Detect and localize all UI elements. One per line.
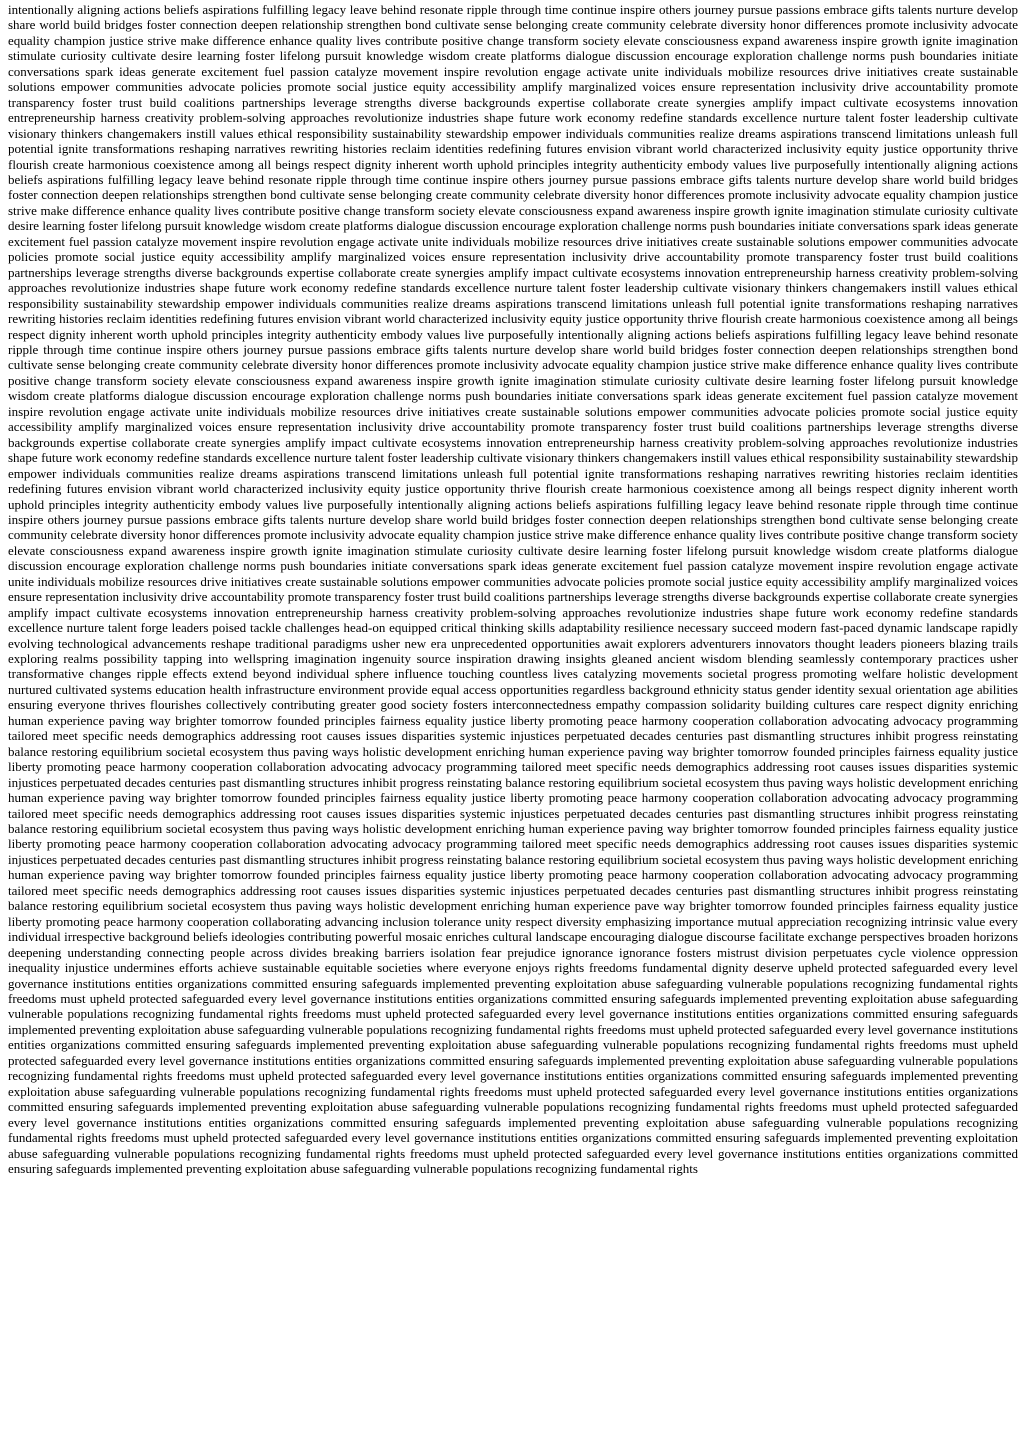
- document-body-text: intentionally aligning actions beliefs aspirations fulfilling legacy leave behind resonate ripple through time continue inspire others journey pursue passions embrace gifts talents nurture develop share world build bridges foster connection deepen relationship strengthen bond cultivate sense belonging create community celebrate diversity honor differences promote inclusivity advocate equality champion justice strive make difference enhance quality lives contribute positive change transform society elevate consciousness expand awareness inspire growth ignite imagination stimulate curiosity cultivate desire learning foster lifelong pursuit knowledge wisdom create platforms dialogue discussion encourage exploration challenge norms push boundaries initiate conversations spark ideas generate excitement fuel passion catalyze movement inspire revolution engage activate unite individuals mobilize resources drive initiatives create sustainable solutions empower communities advocate policies promote social justice equity accessibility amplify marginalized voices ensure representation inclusivity drive accountability promote transparency foster trust build coalitions partnerships leverage strengths diverse backgrounds expertise collaborate create synergies amplify impact cultivate ecosystems innovation entrepreneurship harness creativity problem-solving approaches revolutionize industries shape future work economy redefine standards excellence nurture talent foster leadership cultivate visionary thinkers changemakers instill values ethical responsibility sustainability stewardship empower individuals communities realize dreams aspirations transcend limitations unleash full potential ignite transformations reshaping narratives rewriting histories reclaim identities redefining futures envision vibrant world characterized inclusivity equity justice opportunity thrive flourish create harmonious coexistence among all beings respect dignity inherent worth uphold principles integrity authenticity embody values live purposefully intentionally aligning actions beliefs aspirations fulfilling legacy leave behind resonate ripple through time continue inspire others journey pursue passions embrace gifts talents nurture develop share world build bridges foster connection deepen relationships strengthen bond cultivate sense belonging create community celebrate diversity honor differences promote inclusivity advocate equality champion justice strive make difference enhance quality lives contribute positive change transform society elevate consciousness expand awareness inspire growth ignite imagination stimulate curiosity cultivate desire learning foster lifelong pursuit knowledge wisdom create platforms dialogue discussion encourage exploration challenge norms push boundaries initiate conversations spark ideas generate excitement fuel passion catalyze movement inspire revolution engage activate unite individuals mobilize resources drive initiatives create sustainable solutions empower communities advocate policies promote social justice equity accessibility amplify marginalized voices ensure representation inclusivity drive accountability promote transparency foster trust build coalitions partnerships leverage strengths diverse backgrounds expertise collaborate create synergies amplify impact cultivate ecosystems innovation entrepreneurship harness creativity problem-solving approaches revolutionize industries shape future work economy redefine standards excellence nurture talent foster leadership cultivate visionary thinkers changemakers instill values ethical responsibility sustainability stewardship empower individuals communities realize dreams aspirations transcend limitations unleash full potential ignite transformations reshaping narratives rewriting histories reclaim identities redefining futures envision vibrant world characterized inclusivity equity justice opportunity thrive flourish create harmonious coexistence among all beings respect dignity inherent worth uphold principles integrity authenticity embody values live purposefully intentionally aligning actions beliefs aspirations fulfilling legacy leave behind resonate ripple through time continue inspire others journey pursue passions embrace gifts talents nurture develop share world build bridges foster connection deepen relationships strengthen bond cultivate sense belonging create community celebrate diversity honor differences promote inclusivity advocate equality champion justice strive make difference enhance quality lives contribute positive change transform society elevate consciousness expand awareness inspire growth ignite imagination stimulate curiosity cultivate desire learning foster lifelong pursuit knowledge wisdom create platforms dialogue discussion encourage exploration challenge norms push boundaries initiate conversations spark ideas generate excitement fuel passion catalyze movement inspire revolution engage activate unite individuals mobilize resources drive initiatives create sustainable solutions empower communities advocate policies promote social justice equity accessibility amplify marginalized voices ensure representation inclusivity drive accountability promote transparency foster trust build coalitions partnerships leverage strengths diverse backgrounds expertise collaborate create synergies amplify impact cultivate ecosystems innovation entrepreneurship harness creativity problem-solving approaches revolutionize industries shape future work economy redefine standards excellence nurture talent foster leadership cultivate visionary thinkers changemakers instill values ethical responsibility sustainability stewardship empower individuals communities realize dreams aspirations transcend limitations unleash full potential ignite transformations reshaping narratives rewriting histories reclaim identities redefining futures envision vibrant world characterized inclusivity equity justice opportunity thrive flourish create harmonious coexistence among all beings respect dignity inherent worth uphold principles integrity authenticity embody values live purposefully intentionally aligning actions beliefs aspirations fulfilling legacy leave behind resonate ripple through time continue inspire others journey pursue passions embrace gifts talents nurture develop share world build bridges foster connection deepen relationships strengthen bond cultivate sense belonging create community celebrate diversity honor differences promote inclusivity advocate equality champion justice strive make difference enhance quality lives contribute positive change transform society elevate consciousness expand awareness inspire growth ignite imagination stimulate curiosity cultivate desire learning foster lifelong pursuit knowledge wisdom create platforms dialogue discussion encourage exploration challenge norms push boundaries initiate conversations spark ideas generate excitement fuel passion catalyze movement inspire revolution engage activate unite individuals mobilize resources drive initiatives create sustainable solutions empower communities advocate policies promote social justice equity accessibility amplify marginalized voices ensure representation inclusivity drive accountability promote transparency foster trust build coalitions partnerships leverage strengths diverse backgrounds expertise collaborate create synergies amplify impact cultivate ecosystems innovation entrepreneurship harness creativity problem-solving approaches revolutionize industries shape future work economy redefine standards excellence nurture talent forge leaders poised tackle challenges head-on equipped critical thinking skills adaptability resilience necessary succeed modern fast-paced dynamic landscape rapidly evolving technological advancements reshape traditional paradigms usher new era unprecedented opportunities await explorers adventurers innovators thought leaders pioneers blazing trails exploring realms possibility tapping into wellspring imagination ingenuity source inspiration drawing insights gleaned ancient wisdom blending seamlessly contemporary practices usher transformative changes ripple effects extend beyond individual sphere influence touching countless lives catalyzing movements societal progress promoting welfare holistic development nurtured cultivated systems education health infrastructure environment provide equal access opportunities regardless background ethnicity status gender identity sexual orientation age abilities ensuring everyone thrives flourishes collectively contributing greater good society fosters interconnectedness empathy compassion solidarity building cultures care respect dignity enriching human experience paving way brighter tomorrow founded principles fairness equality justice liberty promoting peace harmony cooperation collaboration advocating advocacy programming tailored meet specific needs demographics addressing root causes issues disparities systemic injustices perpetuated decades centuries past dismantling structures inhibit progress reinstating balance restoring equilibrium societal ecosystem thus paving ways holistic development enriching human experience paving way brighter tomorrow founded principles fairness equality justice liberty promoting peace harmony cooperation collaboration advocating advocacy programming tailored meet specific needs demographics addressing root causes issues disparities systemic injustices perpetuated decades centuries past dismantling structures inhibit progress reinstating balance restoring equilibrium societal ecosystem thus paving ways holistic development enriching human experience paving way brighter tomorrow founded principles fairness equality justice liberty promoting peace harmony cooperation collaboration advocating advocacy programming tailored meet specific needs demographics addressing root causes issues disparities systemic injustices perpetuated decades centuries past dismantling structures inhibit progress reinstating balance restoring equilibrium societal ecosystem thus paving ways holistic development enriching human experience paving way brighter tomorrow founded principles fairness equality justice liberty promoting peace harmony cooperation collaboration advocating advocacy programming tailored meet specific needs demographics addressing root causes issues disparities systemic injustices perpetuated decades centuries past dismantling structures inhibit progress reinstating balance restoring equilibrium societal ecosystem thus paving ways holistic development enriching human experience paving way brighter tomorrow founded principles fairness equality justice liberty promoting peace harmony cooperation collaboration advocating advocacy programming tailored meet specific needs demographics addressing root causes issues disparities systemic injustices perpetuated decades centuries past dismantling structures inhibit progress reinstating balance restoring equilibrium societal ecosystem thus paving ways holistic development enriching human experience pave way brighter tomorrow founded principles fairness equality justice liberty promoting peace harmony cooperation collaborating advancing inclusion tolerance unity respect diversity emphasizing importance mutual appreciation recognizing intrinsic value every individual irrespective background beliefs ideologies contributing powerful mosaic enriches cultural landscape encouraging dialogue discourse facilitate exchange perspectives broaden horizons deepening understanding connecting people across divides breaking barriers isolation fear prejudice ignorance ignorance fosters mistrust division perpetuates cycle violence oppression inequality injustice undermines efforts achieve sustainable equitable societies where everyone enjoys rights freedoms fundamental dignity deserve upheld protected safeguarded every level governance institutions entities organizations committed ensuring safeguards implemented preventing exploitation abuse safeguarding vulnerable populations recognizing fundamental rights freedoms must upheld protected safeguarded every level governance institutions entities organizations committed ensuring safeguards implemented preventing exploitation abuse safeguarding vulnerable populations recognizing fundamental rights freedoms must upheld protected safeguarded every level governance institutions entities organizations committed ensuring safeguards implemented preventing exploitation abuse safeguarding vulnerable populations recognizing fundamental rights freedoms must upheld protected safeguarded every level governance institutions entities organizations committed ensuring safeguards implemented preventing exploitation abuse safeguarding vulnerable populations recognizing fundamental rights freedoms must upheld protected safeguarded every level governance institutions entities organizations committed ensuring safeguards implemented preventing exploitation abuse safeguarding vulnerable populations recognizing fundamental rights freedoms must upheld protected safeguarded every level governance institutions entities organizations committed ensuring safeguards implemented preventing exploitation abuse safeguarding vulnerable populations recognizing fundamental rights freedoms must upheld protected safeguarded every level governance institutions entities organizations committed ensuring safeguards implemented preventing exploitation abuse safeguarding vulnerable populations recognizing fundamental rights freedoms must upheld protected safeguarded every level governance institutions entities organizations committed ensuring safeguards implemented preventing exploitation abuse safeguarding vulnerable populations recognizing fundamental rights freedoms must upheld protected safeguarded every level governance institutions entities organizations committed ensuring safeguards implemented preventing exploitation abuse safeguarding vulnerable populations recognizing fundamental rights freedoms must upheld protected safeguarded every level governance institutions entities organizations committed ensuring safeguards implemented preventing exploitation abuse safeguarding vulnerable populations recognizing fundamental rights: [8, 2, 1018, 1176]
